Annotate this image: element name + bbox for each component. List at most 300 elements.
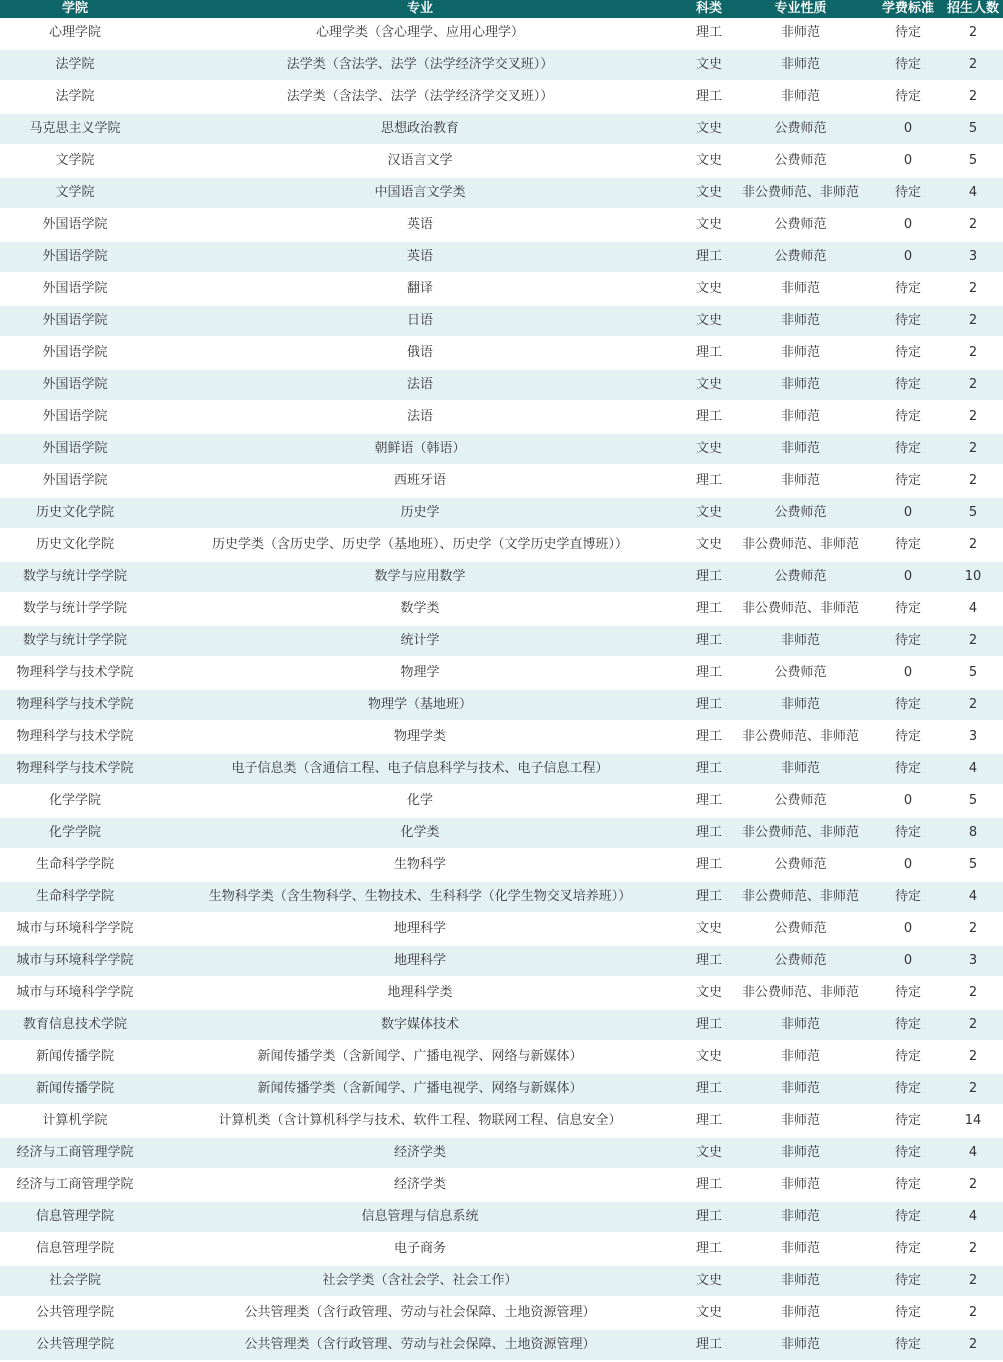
cell-college: 外国语学院 [0,434,150,466]
table-row [0,530,1003,562]
cell-fee: 待定 [873,338,943,370]
cell-count: 2 [943,1010,1003,1042]
cell-fee: 待定 [873,82,943,114]
table-row [0,722,1003,754]
cell-nature: 公费师范 [728,498,873,530]
cell-college: 外国语学院 [0,274,150,306]
cell-type: 文史 [690,914,728,946]
cell-count: 2 [943,1170,1003,1202]
table-row [0,178,1003,210]
cell-count: 2 [943,274,1003,306]
cell-fee: 待定 [873,818,943,850]
cell-major: 心理学类（含心理学、应用心理学） [150,18,690,50]
cell-type: 文史 [690,530,728,562]
cell-major: 地理科学 [150,914,690,946]
table-row [0,1106,1003,1138]
cell-nature: 非师范 [728,50,873,82]
header-count: 招生人数 [943,0,1003,18]
cell-nature: 非师范 [728,1234,873,1266]
cell-type: 理工 [690,722,728,754]
cell-count: 2 [943,914,1003,946]
cell-nature: 非师范 [728,466,873,498]
cell-nature: 非师范 [728,18,873,50]
cell-major: 俄语 [150,338,690,370]
cell-nature: 非师范 [728,434,873,466]
cell-nature: 公费师范 [728,146,873,178]
cell-count: 4 [943,178,1003,210]
cell-fee: 待定 [873,722,943,754]
cell-fee: 0 [873,946,943,978]
cell-type: 文史 [690,210,728,242]
cell-count: 3 [943,946,1003,978]
table-row [0,306,1003,338]
table-row [0,82,1003,114]
cell-fee: 待定 [873,754,943,786]
cell-college: 法学院 [0,82,150,114]
cell-major: 数字媒体技术 [150,1010,690,1042]
cell-major: 公共管理类（含行政管理、劳动与社会保障、土地资源管理） [150,1330,690,1362]
cell-college: 文学院 [0,146,150,178]
table-row [0,1042,1003,1074]
cell-type: 文史 [690,1266,728,1298]
cell-nature: 公费师范 [728,946,873,978]
header-row [0,0,1003,18]
cell-college: 城市与环境科学学院 [0,946,150,978]
cell-major: 电子信息类（含通信工程、电子信息科学与技术、电子信息工程） [150,754,690,786]
cell-type: 文史 [690,178,728,210]
cell-nature: 公费师范 [728,658,873,690]
cell-fee: 待定 [873,1202,943,1234]
cell-type: 文史 [690,1298,728,1330]
table-row [0,658,1003,690]
cell-major: 思想政治教育 [150,114,690,146]
cell-college: 外国语学院 [0,242,150,274]
cell-fee: 待定 [873,1170,943,1202]
table-row [0,594,1003,626]
table-row [0,690,1003,722]
cell-type: 文史 [690,1042,728,1074]
cell-fee: 0 [873,210,943,242]
cell-college: 新闻传播学院 [0,1074,150,1106]
cell-nature: 非公费师范、非师范 [728,530,873,562]
cell-nature: 非师范 [728,1298,873,1330]
cell-count: 4 [943,882,1003,914]
table-row [0,1298,1003,1330]
cell-major: 化学 [150,786,690,818]
cell-type: 理工 [690,818,728,850]
cell-count: 2 [943,338,1003,370]
cell-nature: 非师范 [728,1138,873,1170]
cell-type: 理工 [690,1234,728,1266]
table-row [0,978,1003,1010]
cell-type: 理工 [690,658,728,690]
cell-count: 2 [943,434,1003,466]
cell-college: 物理科学与技术学院 [0,658,150,690]
cell-count: 2 [943,1234,1003,1266]
table-row [0,274,1003,306]
cell-fee: 0 [873,498,943,530]
cell-college: 公共管理学院 [0,1330,150,1362]
cell-nature: 非师范 [728,1010,873,1042]
cell-major: 生物科学类（含生物科学、生物技术、生科科学（化学生物交叉培养班）） [150,882,690,914]
cell-nature: 公费师范 [728,114,873,146]
cell-college: 外国语学院 [0,370,150,402]
header-college: 学院 [0,0,150,18]
cell-nature: 非师范 [728,274,873,306]
table-row [0,242,1003,274]
cell-college: 历史文化学院 [0,530,150,562]
cell-fee: 待定 [873,594,943,626]
cell-major: 社会学类（含社会学、社会工作） [150,1266,690,1298]
cell-fee: 待定 [873,978,943,1010]
cell-type: 理工 [690,1074,728,1106]
cell-fee: 待定 [873,274,943,306]
cell-count: 8 [943,818,1003,850]
cell-college: 计算机学院 [0,1106,150,1138]
cell-type: 理工 [690,402,728,434]
table-row [0,562,1003,594]
cell-type: 理工 [690,338,728,370]
cell-college: 信息管理学院 [0,1234,150,1266]
table-row [0,1170,1003,1202]
cell-nature: 非师范 [728,402,873,434]
table-row [0,1074,1003,1106]
header-nature: 专业性质 [728,0,873,18]
cell-major: 电子商务 [150,1234,690,1266]
cell-type: 文史 [690,274,728,306]
cell-major: 经济学类 [150,1138,690,1170]
cell-count: 5 [943,146,1003,178]
cell-fee: 待定 [873,1042,943,1074]
cell-fee: 0 [873,850,943,882]
cell-college: 数学与统计学学院 [0,562,150,594]
cell-type: 文史 [690,50,728,82]
cell-count: 5 [943,658,1003,690]
table-row [0,402,1003,434]
cell-count: 4 [943,1138,1003,1170]
table-row [0,114,1003,146]
cell-college: 法学院 [0,50,150,82]
cell-count: 2 [943,1042,1003,1074]
cell-major: 信息管理与信息系统 [150,1202,690,1234]
cell-major: 法学类（含法学、法学（法学经济学交叉班）） [150,82,690,114]
cell-count: 5 [943,850,1003,882]
cell-college: 物理科学与技术学院 [0,754,150,786]
cell-major: 新闻传播学类（含新闻学、广播电视学、网络与新媒体） [150,1042,690,1074]
cell-college: 数学与统计学学院 [0,594,150,626]
cell-fee: 待定 [873,306,943,338]
cell-fee: 待定 [873,1234,943,1266]
cell-major: 翻译 [150,274,690,306]
cell-nature: 非师范 [728,1106,873,1138]
cell-count: 2 [943,18,1003,50]
cell-nature: 公费师范 [728,242,873,274]
cell-type: 文史 [690,370,728,402]
cell-type: 文史 [690,114,728,146]
cell-nature: 非师范 [728,306,873,338]
cell-college: 公共管理学院 [0,1298,150,1330]
cell-fee: 待定 [873,178,943,210]
cell-college: 心理学院 [0,18,150,50]
cell-count: 2 [943,306,1003,338]
cell-fee: 待定 [873,530,943,562]
cell-college: 化学学院 [0,786,150,818]
cell-fee: 待定 [873,370,943,402]
cell-college: 外国语学院 [0,402,150,434]
cell-count: 4 [943,594,1003,626]
cell-college: 经济与工商管理学院 [0,1170,150,1202]
cell-college: 历史文化学院 [0,498,150,530]
table-row [0,146,1003,178]
cell-count: 2 [943,466,1003,498]
cell-type: 文史 [690,978,728,1010]
cell-fee: 待定 [873,1074,943,1106]
table-row [0,1266,1003,1298]
cell-count: 3 [943,242,1003,274]
cell-fee: 待定 [873,434,943,466]
cell-fee: 待定 [873,1138,943,1170]
cell-type: 理工 [690,1202,728,1234]
cell-college: 生命科学学院 [0,882,150,914]
table-row [0,498,1003,530]
cell-count: 2 [943,50,1003,82]
table-row [0,1010,1003,1042]
cell-count: 5 [943,498,1003,530]
cell-fee: 0 [873,562,943,594]
cell-count: 2 [943,1330,1003,1362]
cell-type: 理工 [690,786,728,818]
cell-college: 城市与环境科学学院 [0,914,150,946]
cell-type: 理工 [690,850,728,882]
table-row [0,50,1003,82]
cell-type: 理工 [690,882,728,914]
table-body [0,18,1003,1362]
cell-fee: 待定 [873,690,943,722]
cell-college: 数学与统计学学院 [0,626,150,658]
cell-major: 朝鲜语（韩语） [150,434,690,466]
table-row [0,466,1003,498]
cell-major: 英语 [150,210,690,242]
cell-type: 理工 [690,18,728,50]
cell-count: 2 [943,402,1003,434]
cell-major: 历史学类（含历史学、历史学（基地班）、历史学（文学历史学直博班）） [150,530,690,562]
cell-college: 外国语学院 [0,338,150,370]
cell-count: 4 [943,754,1003,786]
cell-nature: 非师范 [728,370,873,402]
cell-nature: 非公费师范、非师范 [728,818,873,850]
cell-major: 物理学类 [150,722,690,754]
cell-major: 法学类（含法学、法学（法学经济学交叉班）） [150,50,690,82]
table-row [0,1202,1003,1234]
cell-nature: 公费师范 [728,210,873,242]
cell-type: 理工 [690,946,728,978]
cell-major: 生物科学 [150,850,690,882]
cell-count: 3 [943,722,1003,754]
cell-fee: 待定 [873,1298,943,1330]
cell-major: 数学类 [150,594,690,626]
cell-count: 2 [943,1266,1003,1298]
cell-fee: 待定 [873,18,943,50]
cell-count: 5 [943,786,1003,818]
cell-count: 5 [943,114,1003,146]
table-row [0,434,1003,466]
cell-major: 物理学 [150,658,690,690]
cell-type: 文史 [690,434,728,466]
cell-major: 中国语言文学类 [150,178,690,210]
table-row [0,18,1003,50]
table-row [0,370,1003,402]
cell-college: 社会学院 [0,1266,150,1298]
cell-count: 2 [943,690,1003,722]
cell-major: 西班牙语 [150,466,690,498]
cell-fee: 0 [873,786,943,818]
cell-nature: 非公费师范、非师范 [728,722,873,754]
cell-type: 理工 [690,1170,728,1202]
cell-count: 2 [943,626,1003,658]
header-major: 专业 [150,0,690,18]
cell-major: 法语 [150,402,690,434]
table-row [0,946,1003,978]
table-row [0,850,1003,882]
table-row [0,786,1003,818]
cell-major: 经济学类 [150,1170,690,1202]
cell-type: 理工 [690,1010,728,1042]
cell-nature: 非师范 [728,626,873,658]
cell-college: 外国语学院 [0,210,150,242]
cell-nature: 非师范 [728,1266,873,1298]
cell-count: 4 [943,1202,1003,1234]
cell-college: 教育信息技术学院 [0,1010,150,1042]
cell-count: 2 [943,530,1003,562]
cell-nature: 公费师范 [728,850,873,882]
cell-nature: 公费师范 [728,786,873,818]
cell-count: 2 [943,370,1003,402]
cell-fee: 0 [873,914,943,946]
cell-major: 化学类 [150,818,690,850]
table-row [0,1234,1003,1266]
cell-count: 2 [943,210,1003,242]
cell-type: 理工 [690,594,728,626]
cell-type: 理工 [690,1330,728,1362]
cell-fee: 0 [873,114,943,146]
cell-nature: 非师范 [728,1202,873,1234]
cell-nature: 非师范 [728,1042,873,1074]
cell-major: 地理科学 [150,946,690,978]
cell-type: 理工 [690,626,728,658]
cell-nature: 公费师范 [728,562,873,594]
cell-nature: 非师范 [728,1074,873,1106]
table-row [0,882,1003,914]
cell-major: 统计学 [150,626,690,658]
cell-count: 10 [943,562,1003,594]
cell-nature: 非公费师范、非师范 [728,594,873,626]
cell-nature: 公费师范 [728,914,873,946]
cell-nature: 非公费师范、非师范 [728,978,873,1010]
cell-type: 文史 [690,1138,728,1170]
cell-college: 文学院 [0,178,150,210]
cell-fee: 0 [873,146,943,178]
cell-fee: 待定 [873,402,943,434]
cell-nature: 非师范 [728,1170,873,1202]
cell-fee: 0 [873,658,943,690]
cell-type: 理工 [690,690,728,722]
cell-major: 计算机类（含计算机科学与技术、软件工程、物联网工程、信息安全） [150,1106,690,1138]
table-row [0,1138,1003,1170]
cell-type: 理工 [690,754,728,786]
cell-nature: 非公费师范、非师范 [728,882,873,914]
cell-major: 汉语言文学 [150,146,690,178]
table-row [0,914,1003,946]
cell-nature: 非师范 [728,690,873,722]
cell-major: 公共管理类（含行政管理、劳动与社会保障、土地资源管理） [150,1298,690,1330]
cell-fee: 待定 [873,1010,943,1042]
cell-fee: 待定 [873,1330,943,1362]
table-row [0,754,1003,786]
cell-nature: 非师范 [728,82,873,114]
cell-college: 生命科学学院 [0,850,150,882]
header-fee: 学费标准 [873,0,943,18]
cell-major: 法语 [150,370,690,402]
cell-major: 日语 [150,306,690,338]
cell-college: 马克思主义学院 [0,114,150,146]
cell-major: 数学与应用数学 [150,562,690,594]
cell-count: 2 [943,978,1003,1010]
table-row [0,338,1003,370]
table-row [0,210,1003,242]
header-type: 科类 [690,0,728,18]
cell-college: 物理科学与技术学院 [0,722,150,754]
cell-count: 2 [943,1298,1003,1330]
cell-nature: 非师范 [728,338,873,370]
cell-fee: 待定 [873,50,943,82]
cell-type: 文史 [690,146,728,178]
cell-type: 理工 [690,466,728,498]
table-header [0,0,1003,18]
cell-count: 2 [943,1074,1003,1106]
table-row [0,1330,1003,1362]
cell-fee: 0 [873,242,943,274]
cell-major: 英语 [150,242,690,274]
cell-type: 文史 [690,306,728,338]
cell-college: 信息管理学院 [0,1202,150,1234]
cell-major: 历史学 [150,498,690,530]
cell-type: 理工 [690,242,728,274]
cell-college: 化学学院 [0,818,150,850]
table-row [0,818,1003,850]
cell-type: 理工 [690,562,728,594]
cell-fee: 待定 [873,466,943,498]
cell-college: 城市与环境科学学院 [0,978,150,1010]
cell-fee: 待定 [873,882,943,914]
cell-type: 文史 [690,498,728,530]
cell-type: 理工 [690,1106,728,1138]
cell-count: 2 [943,82,1003,114]
cell-major: 新闻传播学类（含新闻学、广播电视学、网络与新媒体） [150,1074,690,1106]
cell-college: 外国语学院 [0,306,150,338]
cell-major: 地理科学类 [150,978,690,1010]
cell-fee: 待定 [873,626,943,658]
cell-college: 物理科学与技术学院 [0,690,150,722]
cell-fee: 待定 [873,1106,943,1138]
cell-count: 14 [943,1106,1003,1138]
table-row [0,626,1003,658]
cell-fee: 待定 [873,1266,943,1298]
cell-nature: 非师范 [728,1330,873,1362]
cell-college: 新闻传播学院 [0,1042,150,1074]
cell-type: 理工 [690,82,728,114]
cell-college: 外国语学院 [0,466,150,498]
cell-major: 物理学（基地班） [150,690,690,722]
